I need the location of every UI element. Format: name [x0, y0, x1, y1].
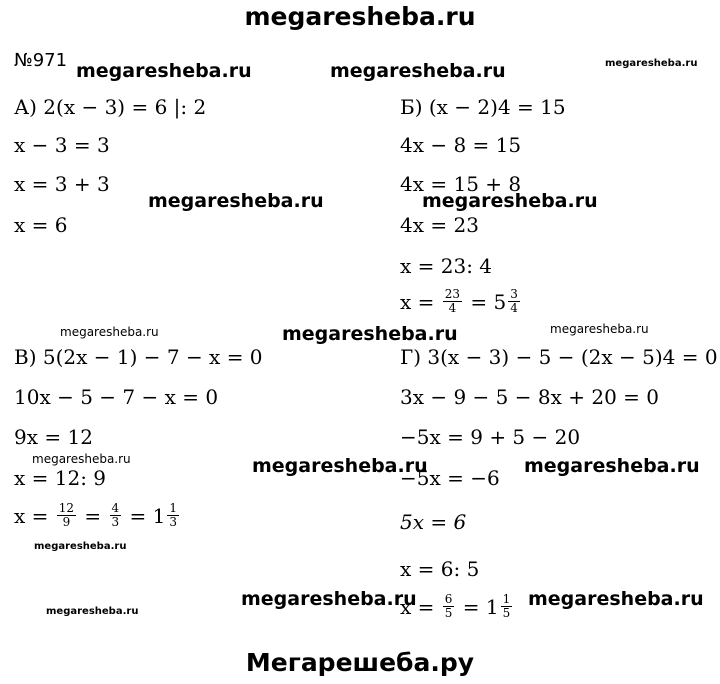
text: x =	[400, 289, 441, 314]
text: = 1	[123, 503, 166, 528]
text: =	[78, 503, 108, 528]
watermark: megaresheba.ru	[550, 322, 649, 336]
denominator: 9	[62, 515, 71, 529]
numerator: 1	[169, 501, 178, 515]
watermark: megaresheba.ru	[148, 190, 324, 212]
numerator: 1	[502, 592, 511, 606]
denominator: 3	[169, 515, 178, 529]
watermark: megaresheba.ru	[422, 190, 598, 212]
text: x =	[400, 594, 441, 619]
fraction	[167, 502, 179, 529]
part-b-line-3: 4x = 15 + 8	[400, 172, 522, 196]
part-g-line-1: Г) 3(x − 3) − 5 − (2x − 5)4 = 0	[400, 345, 718, 369]
fraction	[443, 593, 455, 620]
footer-title: Мегарешеба.ру	[245, 648, 475, 677]
watermark: megaresheba.ru	[34, 541, 127, 552]
part-g-line-6: x = 6: 5	[400, 557, 480, 581]
part-v-line-5	[14, 502, 181, 529]
part-a-line-2: x − 3 = 3	[14, 133, 110, 157]
problem-number: №971	[14, 50, 68, 71]
numerator: 23	[444, 287, 461, 301]
denominator: 5	[444, 606, 453, 620]
text: x =	[14, 503, 55, 528]
watermark: megaresheba.ru	[252, 455, 428, 477]
part-g-line-7	[400, 593, 514, 620]
numerator: 12	[58, 501, 75, 515]
watermark: megaresheba.ru	[330, 60, 506, 82]
fraction	[57, 502, 76, 529]
part-g-line-4: −5x = −6	[400, 466, 500, 490]
site-title: megaresheba.ru	[244, 2, 476, 31]
part-v-line-2: 10x − 5 − 7 − x = 0	[14, 385, 219, 409]
part-v-line-3: 9x = 12	[14, 425, 93, 449]
watermark: megaresheba.ru	[605, 58, 698, 69]
watermark: megaresheba.ru	[524, 455, 700, 477]
part-a-line-3: x = 3 + 3	[14, 172, 110, 196]
part-b-line-5: x = 23: 4	[400, 254, 493, 278]
numerator: 6	[444, 592, 453, 606]
part-g-line-5: 5x = 6	[400, 510, 467, 534]
denominator: 5	[502, 606, 511, 620]
fraction	[501, 593, 513, 620]
watermark: megaresheba.ru	[241, 588, 417, 610]
part-v-line-4: x = 12: 9	[14, 466, 107, 490]
watermark: megaresheba.ru	[60, 325, 159, 339]
fraction	[110, 502, 122, 529]
part-g-line-2: 3x − 9 − 5 − 8x + 20 = 0	[400, 385, 659, 409]
part-b-line-1: Б) (x − 2)4 = 15	[400, 95, 566, 119]
watermark: megaresheba.ru	[46, 606, 139, 617]
denominator: 4	[510, 301, 518, 315]
fraction	[443, 288, 462, 315]
part-g-line-3: −5x = 9 + 5 − 20	[400, 425, 581, 449]
denominator: 4	[448, 301, 457, 315]
watermark: megaresheba.ru	[282, 323, 458, 345]
text: = 1	[456, 594, 499, 619]
text: = 5	[464, 289, 507, 314]
watermark: megaresheba.ru	[76, 60, 252, 82]
part-b-line-6	[400, 288, 522, 315]
numerator: 4	[111, 501, 120, 515]
part-a-line-4: x = 6	[14, 213, 68, 237]
part-a-line-1: А) 2(x − 3) = 6 |: 2	[14, 95, 207, 119]
part-b-line-2: 4x − 8 = 15	[400, 133, 522, 157]
denominator: 3	[111, 515, 120, 529]
watermark: megaresheba.ru	[32, 452, 131, 466]
numerator: 3	[510, 287, 518, 301]
fraction	[508, 288, 520, 315]
watermark: megaresheba.ru	[528, 588, 704, 610]
part-b-line-4: 4x = 23	[400, 213, 479, 237]
part-v-line-1: В) 5(2x − 1) − 7 − x = 0	[14, 345, 263, 369]
